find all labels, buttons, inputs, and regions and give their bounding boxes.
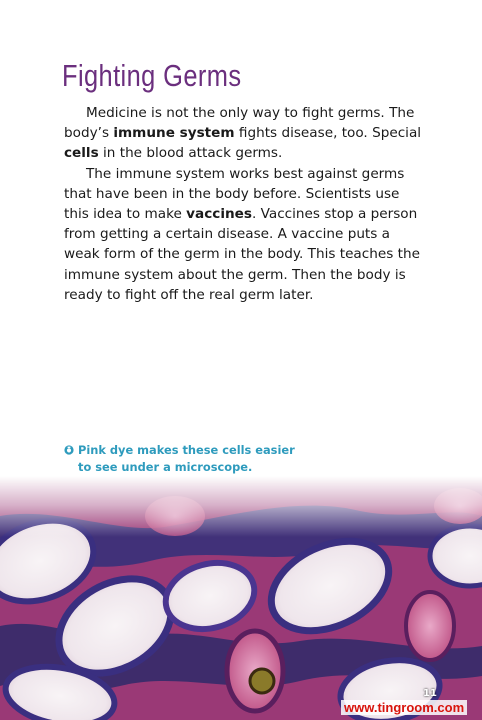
photo-caption bbox=[64, 442, 295, 476]
term-immune-system: immune system bbox=[113, 125, 235, 142]
caption-line-2: to see under a microscope. bbox=[78, 460, 253, 474]
caption-line-1: Pink dye makes these cells easier bbox=[78, 443, 295, 457]
term-vaccines: vaccines bbox=[186, 206, 252, 223]
term-cells: cells bbox=[64, 145, 99, 162]
paragraph-1: Medicine is not the only way to fight germs. The body’s immune system fights disease, too. Special cells in the blood attack germs. bbox=[64, 105, 422, 162]
camera-icon bbox=[64, 443, 74, 453]
page-number: 11 bbox=[423, 688, 437, 699]
paragraph-2: The immune system works best against germs that have been in the body before. Scientists use this idea to make vaccines. Vaccines stop a person from getting a certain disease. A vaccine puts a weak form of the germ in the body. This teaches the immune system about the germ. Then the body is ready to fight off the real germ later. bbox=[64, 165, 420, 303]
page-title: Fighting Germs bbox=[62, 58, 242, 93]
body-text bbox=[64, 103, 424, 305]
microscope-cells-photo bbox=[0, 476, 482, 720]
watermark-text: www.tingroom.com bbox=[341, 700, 467, 715]
